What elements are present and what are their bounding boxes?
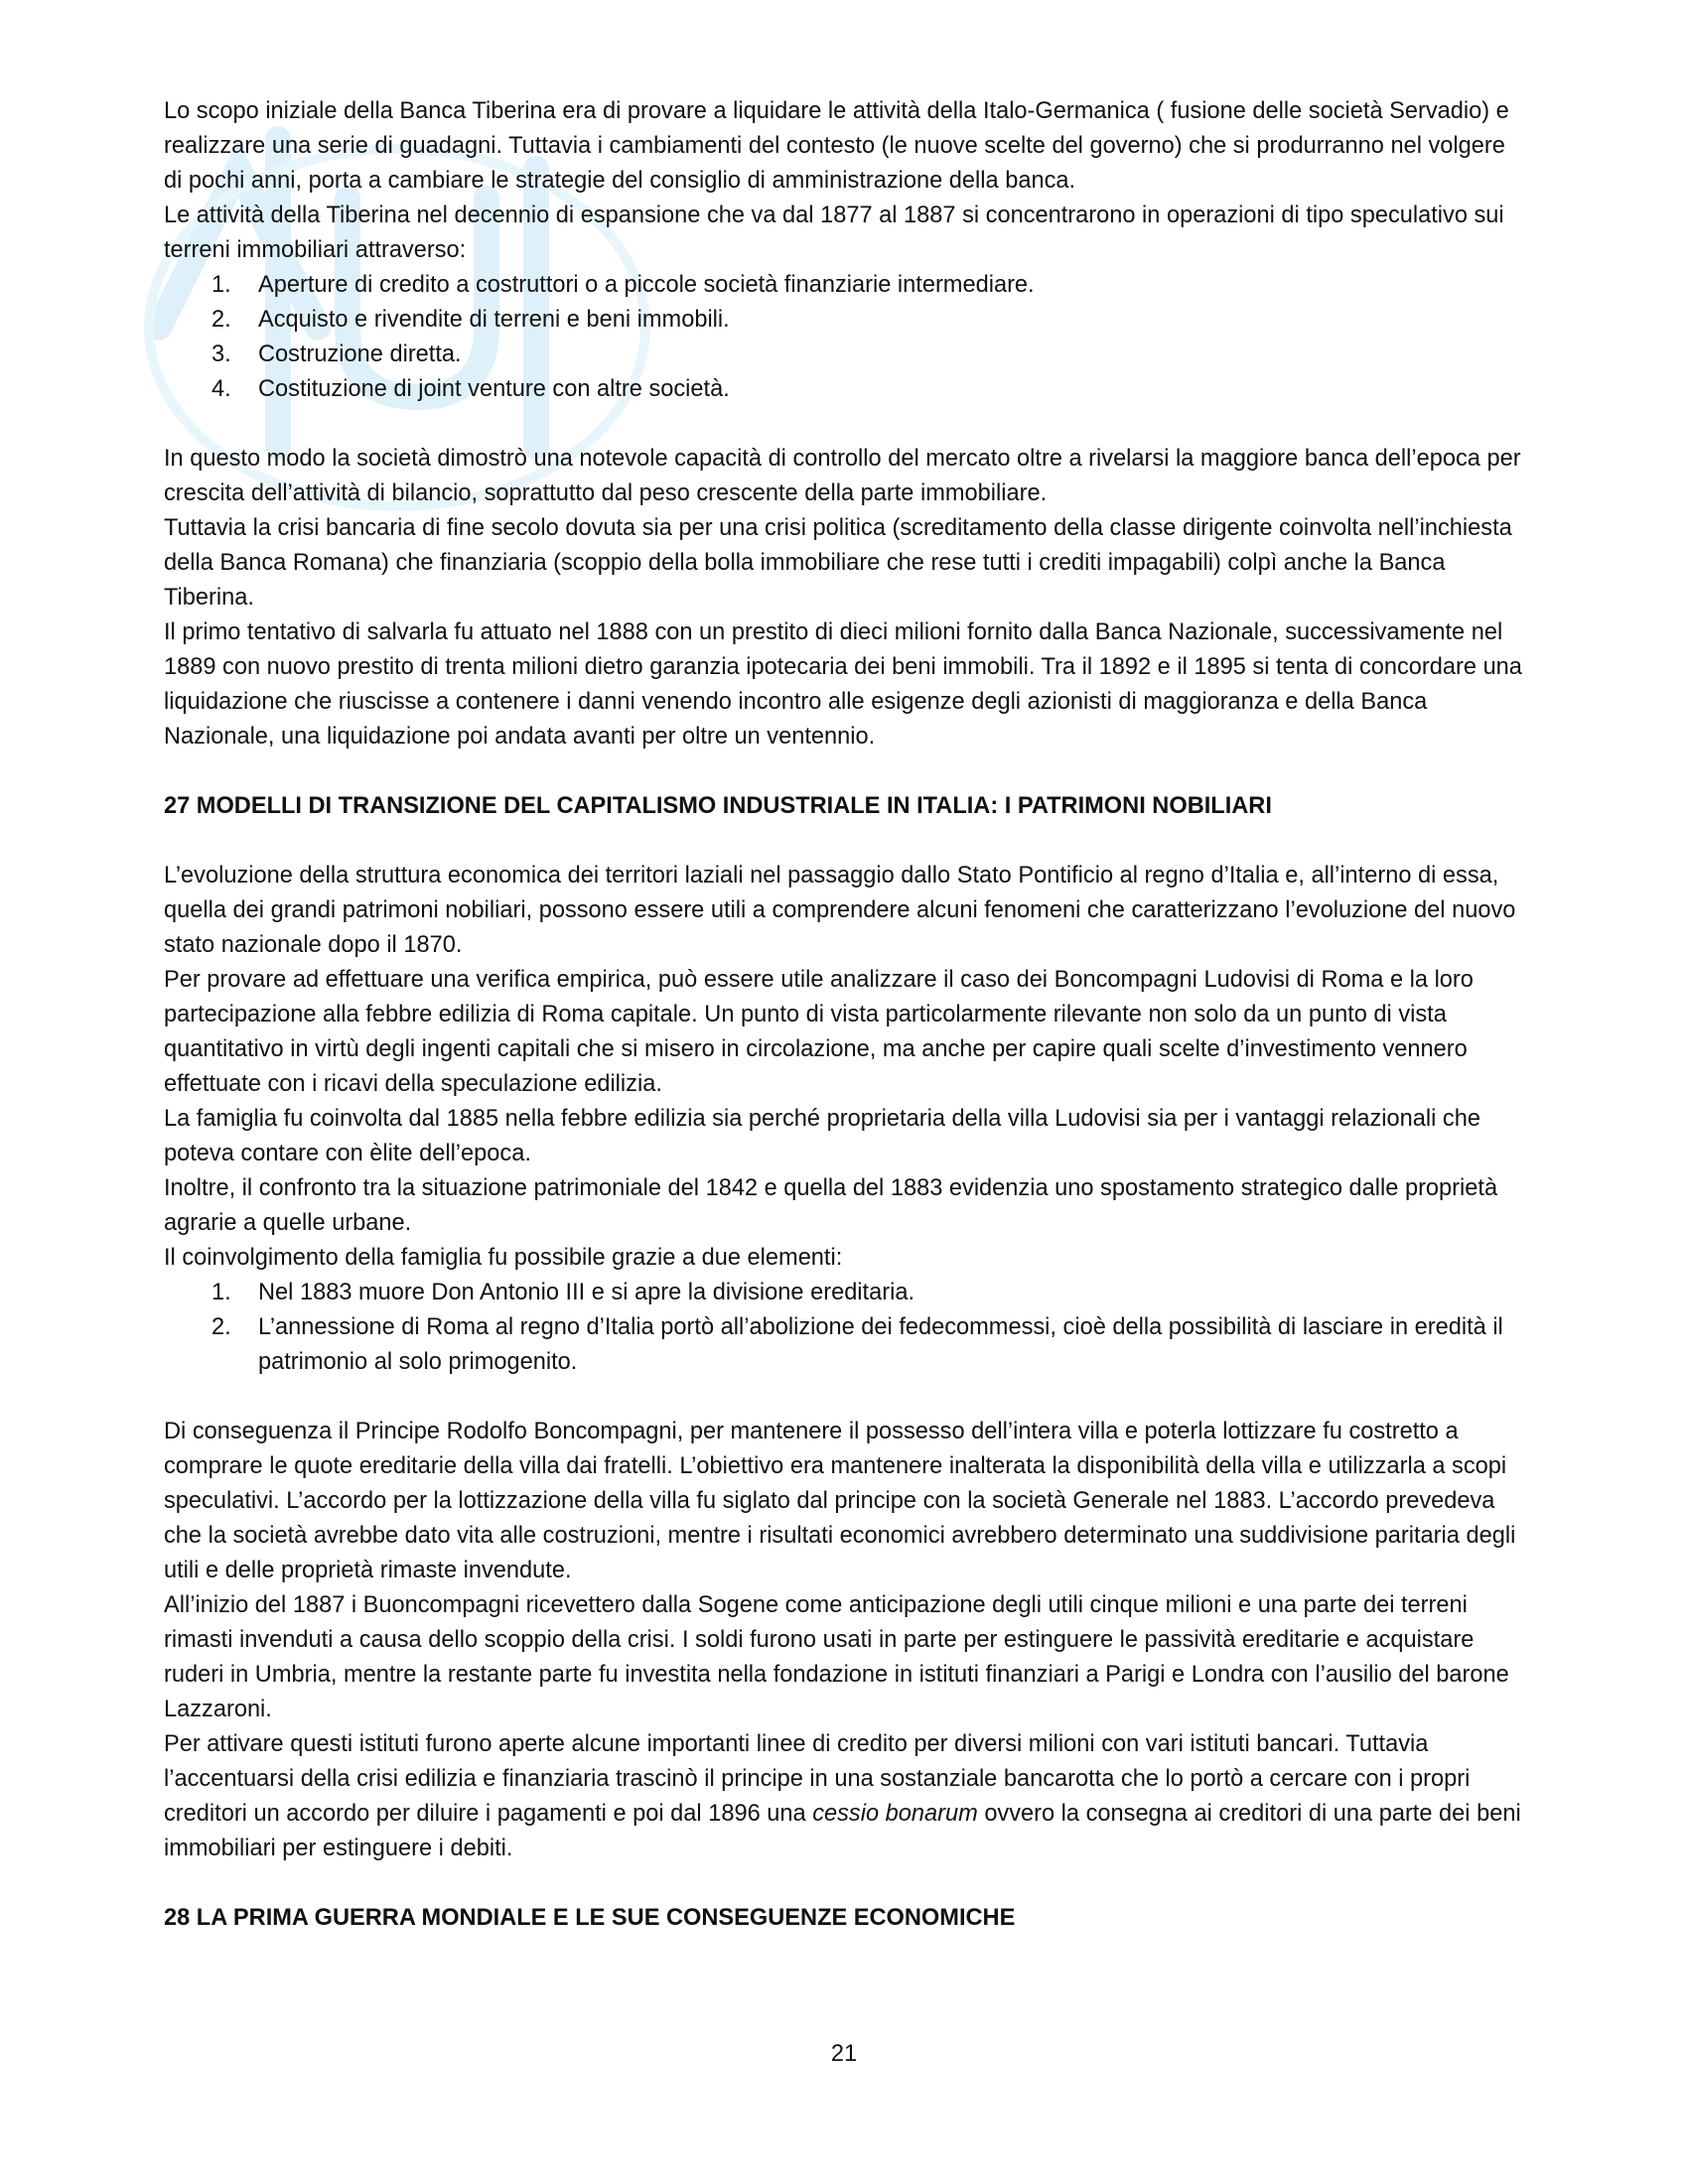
list-number: 4.: [211, 376, 231, 402]
section-heading-27: 27 MODELLI DI TRANSIZIONE DEL CAPITALISMO INDUSTRIALE IN ITALIA: I PATRIMONI NOBILIARI: [164, 793, 1272, 819]
list-item-text: Nel 1883 muore Don Antonio III e si apre la divisione ereditaria.: [258, 1280, 915, 1305]
paragraph-text: ovvero la consegna ai creditori di una parte dei beni immobiliari per estinguere i debiti.: [164, 1801, 1521, 1861]
section-heading-28: 28 LA PRIMA GUERRA MONDIALE E LE SUE CONSEGUENZE ECONOMICHE: [164, 1905, 1016, 1931]
list-item: [164, 268, 1529, 303]
paragraph: In questo modo la società dimostrò una notevole capacità di controllo del mercato oltre a rivelarsi la maggiore banca dell’epoca per crescita dell’attività di bilancio, soprattutto dal peso crescente della parte immobiliare.: [164, 446, 1521, 506]
list-number: 1.: [211, 1280, 231, 1305]
paragraph: Tuttavia la crisi bancaria di fine secolo dovuta sia per una crisi politica (screditamento della classe dirigente coinvolta nell’inchiesta della Banca Romana) che finanziaria (scoppio della bolla immobiliare che rese tutti i crediti impagabili) colpì anche la Banca Tiberina.: [164, 515, 1512, 611]
list-item: [164, 338, 1529, 372]
list-number: 3.: [211, 341, 231, 367]
numbered-list: [164, 268, 1529, 407]
page-number: 21: [830, 2041, 858, 2067]
numbered-list: [164, 1276, 1529, 1380]
paragraph: [164, 1727, 1529, 1866]
list-item: [164, 1310, 1529, 1380]
paragraph: Per provare ad effettuare una verifica empirica, può essere utile analizzare il caso dei Boncompagni Ludovisi di Roma e la loro partecipazione alla febbre edilizia di Roma capitale. Un punto di vista particolarmente rilevante non solo da un punto di vista quantitativo in virtù degli ingenti capitali che si misero in circolazione, ma anche per capire quali scelte d’investimento vennero effettuate con i ricavi della speculazione edilizia.: [164, 967, 1474, 1097]
paragraph: Inoltre, il confronto tra la situazione patrimoniale del 1842 e quella del 1883 evidenzia uno spostamento strategico dalle proprietà agrarie a quelle urbane.: [164, 1175, 1498, 1236]
paragraph: Le attività della Tiberina nel decennio di espansione che va dal 1877 al 1887 si concentrarono in operazioni di tipo speculativo sui terreni immobiliari attraverso:: [164, 203, 1504, 263]
latin-term: cessio bonarum: [812, 1801, 978, 1827]
paragraph: La famiglia fu coinvolta dal 1885 nella febbre edilizia sia perché proprietaria della villa Ludovisi sia per i vantaggi relazionali che poteva contare con èlite dell’epoca.: [164, 1106, 1480, 1166]
list-item: [164, 303, 1529, 338]
list-number: 2.: [211, 307, 231, 333]
list-item-text: Costruzione diretta.: [258, 341, 462, 367]
paragraph: Di conseguenza il Principe Rodolfo Boncompagni, per mantenere il possesso dell’intera villa e poterla lottizzare fu costretto a comprare le quote ereditarie della villa dai fratelli. L’obiettivo era mantenere inalterata la disponibilità della villa e utilizzarla a scopi speculativi. L’accordo per la lottizzazione della villa fu siglato dal principe con la società Generale nel 1883. L’accordo prevedeva che la società avrebbe dato vita alle costruzioni, mentre i risultati economici avrebbero determinato una suddivisione paritaria degli utili e delle proprietà rimaste invendute.: [164, 1419, 1516, 1583]
paragraph: Lo scopo iniziale della Banca Tiberina era di provare a liquidare le attività della Italo-Germanica ( fusione delle società Servadio) e realizzare una serie di guadagni. Tuttavia i cambiamenti del contesto (le nuove scelte del governo) che si produrranno nel volgere di pochi anni, porta a cambiare le strategie del consiglio di amministrazione della banca.: [164, 98, 1509, 194]
paragraph-text: Per attivare questi istituti furono aperte alcune importanti linee di credito per diversi milioni con vari istituti bancari. Tuttavia l’accentuarsi della crisi edilizia e finanziaria trascinò il principe in una sostanziale bancarotta che lo portò a cercare con i propri creditori un accordo per diluire i pagamenti e poi dal 1896 una: [164, 1731, 1471, 1827]
list-number: 1.: [211, 272, 231, 298]
paragraph: All’inizio del 1887 i Buoncompagni ricevettero dalla Sogene come anticipazione degli utili cinque milioni e una parte dei terreni rimasti invenduti a causa dello scoppio della crisi. I soldi furono usati in parte per estinguere le passività ereditarie e acquistare ruderi in Umbria, mentre la restante parte fu investita nella fondazione in istituti finanziari a Parigi e Londra con l’ausilio del barone Lazzaroni.: [164, 1592, 1509, 1722]
list-number: 2.: [211, 1314, 231, 1340]
paragraph: Il primo tentativo di salvarla fu attuato nel 1888 con un prestito di dieci milioni fornito dalla Banca Nazionale, successivamente nel 1889 con nuovo prestito di trenta milioni dietro garanzia ipotecaria dei beni immobili. Tra il 1892 e il 1895 si tenta di concordare una liquidazione che riuscisse a contenere i danni venendo incontro alle esigenze degli azionisti di maggioranza e della Banca Nazionale, una liquidazione poi andata avanti per oltre un ventennio.: [164, 619, 1522, 750]
list-item-text: L’annessione di Roma al regno d’Italia portò all’abolizione dei fedecommessi, cioè della possibilità di lasciare in eredità il patrimonio al solo primogenito.: [258, 1314, 1503, 1375]
document-body: [164, 94, 1529, 1936]
list-item-text: Costituzione di joint venture con altre società.: [258, 376, 730, 402]
paragraph: L’evoluzione della struttura economica dei territori laziali nel passaggio dallo Stato Pontificio al regno d’Italia e, all’interno di essa, quella dei grandi patrimoni nobiliari, possono essere utili a comprendere alcuni fenomeni che caratterizzano l’evoluzione del nuovo stato nazionale dopo il 1870.: [164, 863, 1516, 958]
list-item: [164, 372, 1529, 407]
list-item-text: Acquisto e rivendite di terreni e beni immobili.: [258, 307, 730, 333]
list-item: [164, 1276, 1529, 1310]
list-item-text: Aperture di credito a costruttori o a piccole società finanziarie intermediare.: [258, 272, 1035, 298]
paragraph: Il coinvolgimento della famiglia fu possibile grazie a due elementi:: [164, 1245, 843, 1271]
